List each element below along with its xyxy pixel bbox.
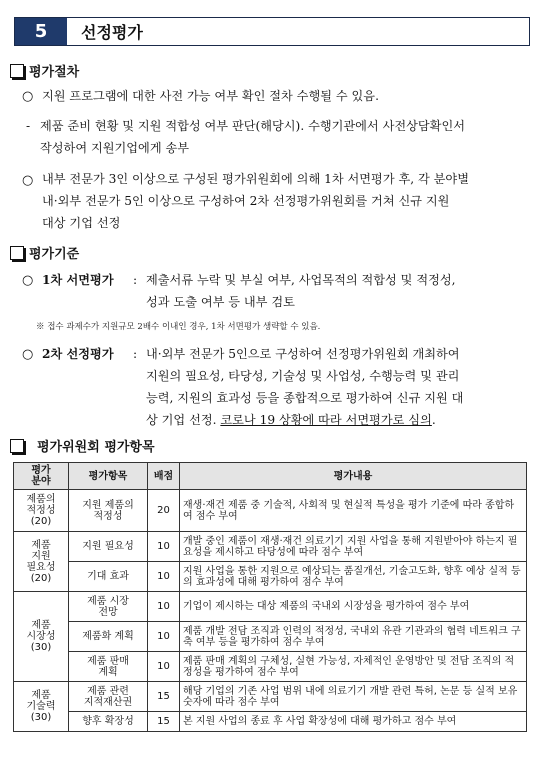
col-area: 평가 분야: [14, 463, 69, 490]
first-eval-note: ※ 접수 과제수가 지원규모 2배수 이내인 경우, 1차 서면평가 생략할 수 있음.: [36, 322, 321, 332]
content-cell: 지원 사업을 통한 지원으로 예상되는 품질개선, 기술고도화, 향후 예상 실적 등의 효과성에 대해 평가하여 점수 부여: [180, 562, 527, 592]
checkbox-square-icon: [10, 64, 24, 78]
table-heading: [10, 436, 155, 455]
col-score: 배점: [148, 463, 180, 490]
checkbox-square-icon: [10, 439, 24, 453]
item-cell: 제품화 계획: [69, 622, 148, 652]
procedure-heading: [10, 61, 79, 80]
score-cell: 15: [148, 712, 180, 732]
evaluation-table: [13, 462, 527, 732]
score-cell: 10: [148, 562, 180, 592]
circle-bullet-icon: ○: [22, 347, 34, 362]
dash-bullet: -: [26, 119, 31, 133]
item-cell: 지원 제품의 적정성: [69, 490, 148, 532]
procedure-sub-1-line1: 제품 준비 현황 및 지원 적합성 여부 판단(해당시). 수행기관에서 사전상담확인서: [40, 119, 465, 133]
item-cell: 제품 관련 지적재산권: [69, 682, 148, 712]
procedure-bullet-1: 지원 프로그램에 대한 사전 가능 여부 확인 절차 수행될 수 있음.: [42, 89, 379, 103]
second-eval-line3: 능력, 지원의 효과성 등을 종합적으로 평가하여 신규 지원 대: [146, 391, 464, 405]
score-cell: 15: [148, 682, 180, 712]
second-eval-underlined: 코로나 19 상황에 따라 서면평가로 심의: [220, 413, 432, 427]
criteria-heading-text: 평가기준: [29, 247, 80, 262]
content-cell: 기업이 제시하는 대상 제품의 국내외 시장성을 평가하여 점수 부여: [180, 592, 527, 622]
procedure-sub-1-line2: 작성하여 지원기업에게 송부: [40, 141, 190, 155]
procedure-heading-text: 평가절차: [29, 65, 80, 80]
section-title: 선정평가: [81, 23, 143, 42]
content-cell: 재생·재건 제품 중 기술적, 사회적 및 현실적 특성을 평가 기준에 따라 종합하여 점수 부여: [180, 490, 527, 532]
area-cell: 제품 기술력 (30): [14, 682, 69, 732]
score-cell: 10: [148, 652, 180, 682]
colon: :: [133, 347, 138, 361]
item-cell: 기대 효과: [69, 562, 148, 592]
content-cell: 제품 개발 전담 조직과 인력의 적정성, 국내외 유관 기관과의 협력 네트워크 구축 여부 등을 평가하여 점수 부여: [180, 622, 527, 652]
content-cell: 해당 기업의 기존 사업 범위 내에 의료기기 개발 관련 특허, 논문 등 실적 보유 숫자에 따라 점수 부여: [180, 682, 527, 712]
first-eval-label: 1차 서면평가: [42, 273, 114, 287]
score-cell: 10: [148, 592, 180, 622]
score-cell: 10: [148, 532, 180, 562]
circle-bullet-icon: ○: [22, 273, 34, 288]
second-eval-line2: 지원의 필요성, 타당성, 기술성 및 사업성, 수행능력 및 관리: [146, 369, 460, 383]
table-row: [14, 712, 527, 732]
table-header-row: [14, 463, 527, 490]
table-row: [14, 652, 527, 682]
table-row: [14, 592, 527, 622]
score-cell: 20: [148, 490, 180, 532]
item-cell: 제품 판매 계획: [69, 652, 148, 682]
first-eval-line1: 제출서류 누락 및 부실 여부, 사업목적의 적합성 및 적정성,: [146, 273, 456, 287]
second-eval-line1: 내·외부 전문가 5인으로 구성하여 선정평가위원회 개최하여: [146, 347, 460, 361]
colon: :: [133, 273, 138, 287]
circle-bullet-icon: ○: [22, 173, 34, 188]
second-eval-label: 2차 선정평가: [42, 347, 114, 361]
item-cell: 지원 필요성: [69, 532, 148, 562]
section-banner: [14, 17, 530, 46]
section-number: 5: [15, 18, 67, 45]
second-eval-line4: [146, 409, 436, 431]
content-cell: 개발 중인 제품이 재생·재건 의료기기 지원 사업을 통해 지원받아야 하는지 필요성을 제시하고 타당성에 따라 점수 부여: [180, 532, 527, 562]
item-cell: 향후 확장성: [69, 712, 148, 732]
table-row: [14, 532, 527, 562]
area-cell: 제품 지원 필요성 (20): [14, 532, 69, 592]
criteria-heading: [10, 243, 79, 262]
table-row: [14, 622, 527, 652]
table-row: [14, 562, 527, 592]
second-eval-line4-text: 상 기업 선정.: [146, 413, 221, 427]
circle-bullet-icon: ○: [22, 89, 34, 104]
procedure-bullet-2-line1: 내부 전문가 3인 이상으로 구성된 평가위원회에 의해 1차 서면평가 후, 각 분야별: [42, 172, 469, 186]
col-content: 평가내용: [180, 463, 527, 490]
col-item: 평가항목: [69, 463, 148, 490]
item-cell: 제품 시장 전망: [69, 592, 148, 622]
second-eval-end: .: [431, 413, 436, 427]
score-cell: 10: [148, 622, 180, 652]
table-row: [14, 682, 527, 712]
area-cell: 제품의 적정성 (20): [14, 490, 69, 532]
procedure-bullet-2-line3: 대상 기업 선정: [42, 216, 121, 230]
procedure-bullet-2-line2: 내·외부 전문가 5인 이상으로 구성하여 2차 선정평가위원회를 거쳐 신규 지원: [42, 194, 450, 208]
checkbox-square-icon: [10, 246, 24, 260]
first-eval-line2: 성과 도출 여부 등 내부 검토: [146, 295, 295, 309]
table-row: [14, 490, 527, 532]
table-heading-text: 평가위원회 평가항목: [37, 440, 155, 455]
content-cell: 제품 판매 계획의 구체성, 실현 가능성, 자체적인 운영방안 및 전담 조직의 적정성을 평가하여 점수 부여: [180, 652, 527, 682]
area-cell: 제품 시장성 (30): [14, 592, 69, 682]
content-cell: 본 지원 사업의 종료 후 사업 확장성에 대해 평가하고 점수 부여: [180, 712, 527, 732]
